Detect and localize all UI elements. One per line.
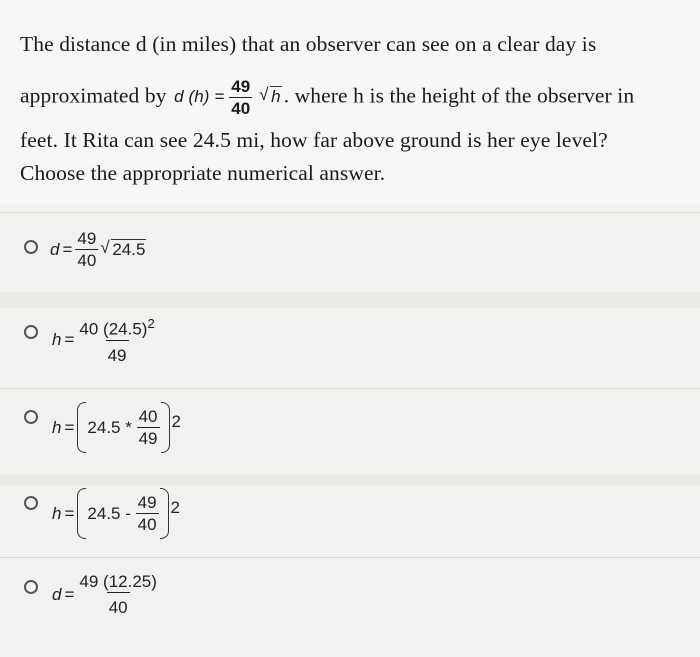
radio-button[interactable] — [24, 410, 38, 424]
option-formula — [52, 408, 181, 447]
question-line-2-suffix: . where h is the height of the observer in — [283, 83, 635, 108]
band — [0, 292, 700, 308]
band — [0, 475, 700, 485]
option-numerator: 49 — [77, 229, 97, 248]
option-inner-term: 24.5 * — [87, 417, 132, 437]
question-line-4: Choose the appropriate numerical answer. — [20, 161, 386, 185]
radio-button[interactable] — [24, 580, 38, 594]
option-denominator: 49 — [106, 340, 129, 364]
divider — [0, 212, 700, 213]
option-numerator: 49 — [137, 493, 157, 512]
divider — [0, 388, 700, 389]
option-variable: h — [52, 330, 62, 350]
answer-option-4[interactable] — [0, 487, 700, 553]
answer-option-3[interactable] — [0, 400, 700, 468]
option-variable: h — [52, 503, 62, 523]
radio-button[interactable] — [24, 496, 38, 510]
question-formula-lhs: d (h) = — [174, 86, 225, 106]
option-parentheses — [77, 494, 168, 533]
option-variable: d — [52, 584, 62, 604]
option-exponent: 2 — [147, 316, 155, 331]
question-formula-sqrt — [259, 87, 282, 107]
option-exponent: 2 — [171, 411, 181, 431]
option-equals: = — [64, 584, 75, 604]
question-formula-numerator: 49 — [231, 77, 251, 96]
option-formula — [52, 494, 180, 533]
option-numerator: 49 (12.25) — [79, 572, 157, 591]
question-panel — [0, 0, 700, 204]
question-formula-fraction — [229, 78, 252, 117]
option-denominator: 40 — [77, 251, 97, 270]
answer-option-5[interactable] — [0, 570, 700, 636]
option-fraction — [136, 494, 159, 533]
answer-option-2[interactable] — [0, 315, 700, 381]
question-line-1: The distance d (in miles) that an observer can see on a clear day is — [20, 32, 597, 56]
option-variable: h — [52, 417, 62, 437]
option-denominator: 40 — [137, 515, 157, 534]
option-denominator: 40 — [107, 592, 130, 616]
radio-button[interactable] — [24, 325, 38, 339]
option-sqrt — [100, 240, 146, 260]
option-numerator: 40 $(24.5)^2$ — [79, 316, 155, 339]
answer-option-1[interactable] — [0, 228, 700, 288]
radio-button[interactable] — [24, 240, 38, 254]
option-numerator: 40 — [138, 407, 158, 426]
option-inner-term: 24.5 - — [87, 503, 131, 523]
option-denominator: 49 — [138, 429, 158, 448]
option-equals: = — [62, 239, 73, 259]
question-line-2 — [20, 78, 634, 117]
question-formula — [174, 78, 282, 117]
option-fraction — [77, 317, 156, 364]
option-equals: = — [64, 417, 75, 437]
option-radicand: 24.5 — [112, 239, 146, 259]
option-formula — [52, 317, 157, 364]
option-fraction — [77, 573, 159, 616]
option-variable: d — [50, 239, 60, 259]
option-exponent: 2 — [170, 497, 181, 517]
option-fraction — [137, 408, 160, 447]
question-line-2-prefix: approximated by — [20, 83, 167, 108]
question-formula-radicand: h — [271, 86, 281, 106]
option-equals: = — [64, 330, 75, 350]
question-formula-denominator: 40 — [231, 99, 251, 118]
option-formula — [50, 230, 146, 269]
divider — [0, 557, 700, 558]
option-fraction — [75, 230, 98, 269]
question-line-3: feet. It Rita can see 24.5 mi, how far above ground is her eye level? — [20, 128, 608, 152]
option-formula — [52, 573, 159, 616]
option-equals: = — [64, 503, 75, 523]
option-parentheses — [77, 408, 169, 447]
